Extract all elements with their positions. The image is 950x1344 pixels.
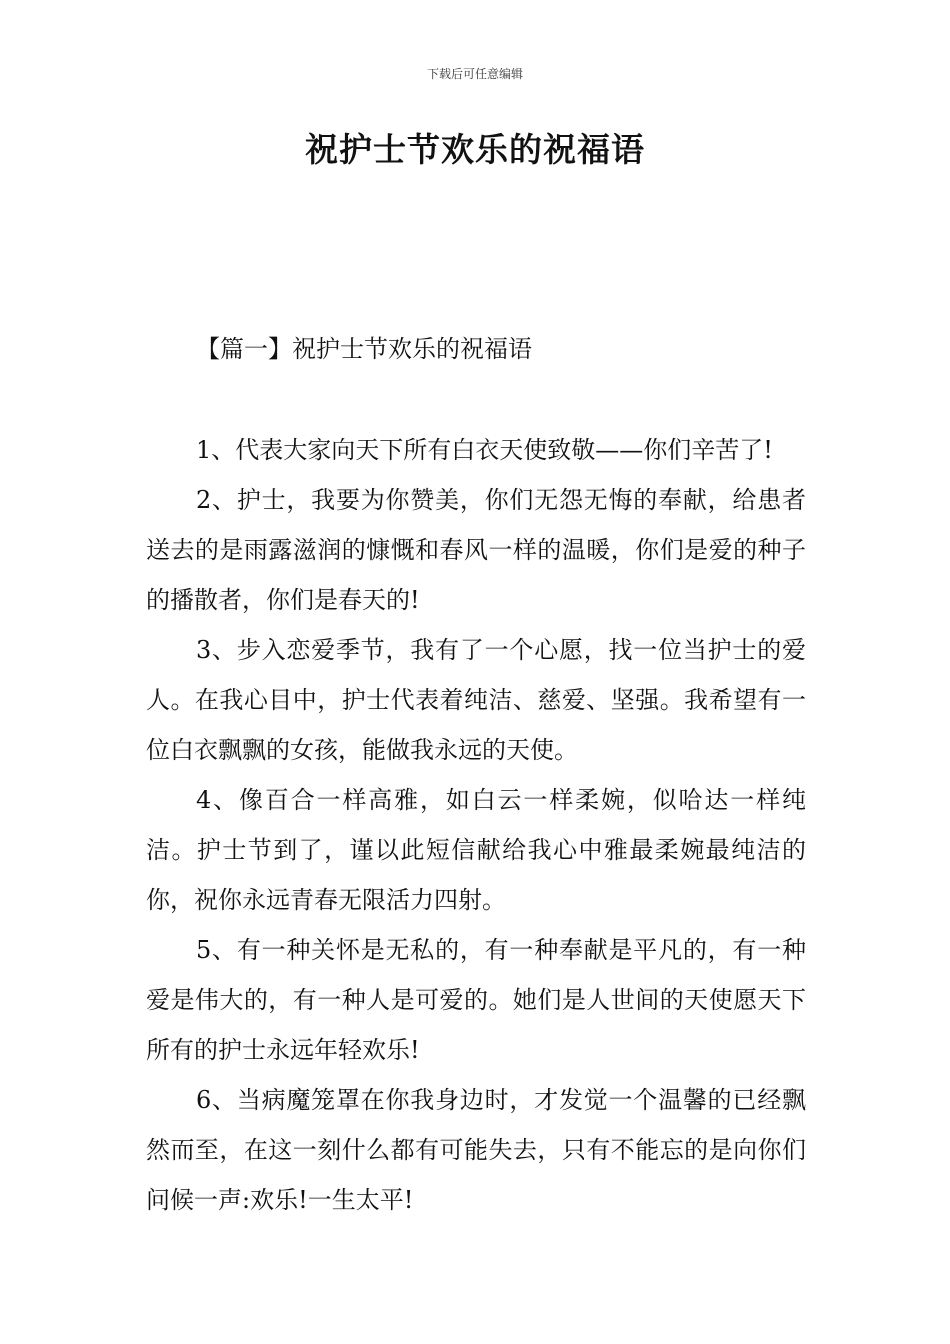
body-text xyxy=(146,425,806,1225)
paragraph-4: 4、像百合一样高雅，如白云一样柔婉，似哈达一样纯洁。护士节到了，谨以此短信献给我心中雅最柔婉最纯洁的你，祝你永远青春无限活力四射。 xyxy=(146,786,806,914)
paragraph-6: 6、当病魔笼罩在你我身边时，才发觉一个温馨的已经飘然而至，在这一刻什么都有可能失去，只有不能忘的是向你们问候一声:欢乐!一生太平! xyxy=(146,1086,806,1214)
paragraph-3: 3、步入恋爱季节，我有了一个心愿，找一位当护士的爱人。在我心目中，护士代表着纯洁、慈爱、坚强。我希望有一位白衣飘飘的女孩，能做我永远的天使。 xyxy=(146,636,806,764)
paragraph-2: 2、护士，我要为你赞美，你们无怨无悔的奉献，给患者送去的是雨露滋润的慷慨和春风一样的温暖，你们是爱的种子的播散者，你们是春天的! xyxy=(146,486,806,614)
document-title: 祝护士节欢乐的祝福语 xyxy=(305,130,645,169)
section-heading: 【篇一】祝护士节欢乐的祝福语 xyxy=(196,335,532,363)
paragraph-1: 1、代表大家向天下所有白衣天使致敬——你们辛苦了! xyxy=(196,436,773,464)
paragraph-5: 5、有一种关怀是无私的，有一种奉献是平凡的，有一种爱是伟大的，有一种人是可爱的。她们是人世间的天使愿天下所有的护士永远年轻欢乐! xyxy=(146,936,806,1064)
header-note: 下载后可任意编辑 xyxy=(426,67,523,81)
